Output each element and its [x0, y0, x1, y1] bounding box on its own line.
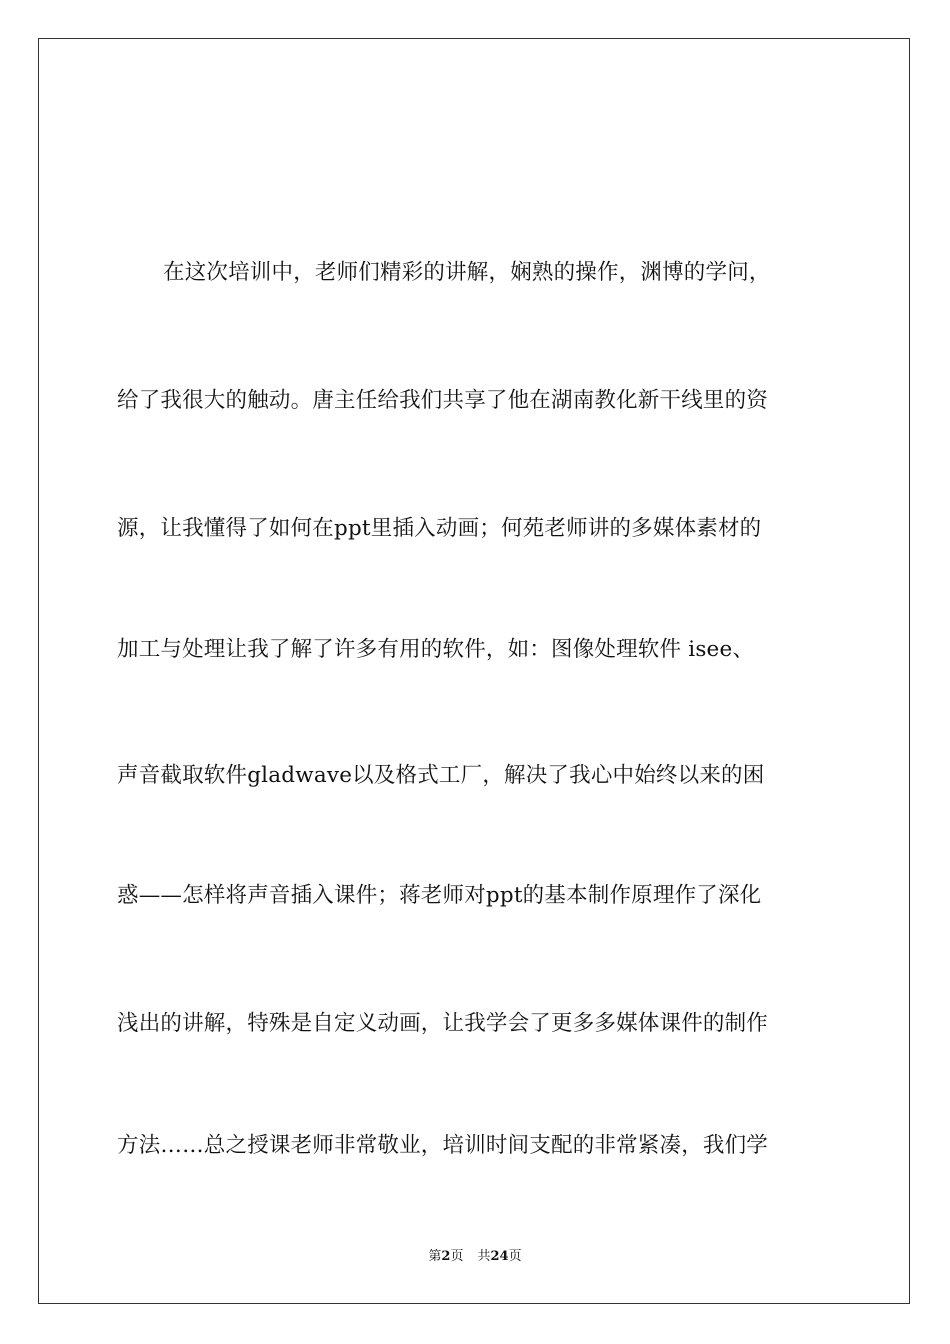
- total-prefix: 共: [477, 1249, 491, 1264]
- total-pages: 24: [490, 1249, 509, 1264]
- total-suffix: 页: [508, 1249, 522, 1264]
- page-footer: [0, 1248, 950, 1266]
- paragraph-line-4: 加工与处理让我了解了许多有用的软件，如：图像处理软件 isee、: [117, 637, 755, 662]
- paragraph-line-5: 声音截取软件gladwave以及格式工厂，解决了我心中始终以来的困: [117, 763, 765, 788]
- page-prefix: 第: [428, 1249, 442, 1264]
- page-suffix: 页: [450, 1249, 464, 1264]
- paragraph-line-7: 浅出的讲解，特殊是自定义动画，让我学会了更多多媒体课件的制作: [117, 1011, 769, 1036]
- page-border: [38, 38, 910, 1304]
- paragraph-line-2: 给了我很大的触动。唐主任给我们共享了他在湖南教化新干线里的资: [117, 388, 769, 413]
- paragraph-line-3: 源，让我懂得了如何在ppt里插入动画；何苑老师讲的多媒体素材的: [117, 516, 762, 541]
- paragraph-line-8: 方法……总之授课老师非常敬业，培训时间支配的非常紧凑，我们学: [117, 1133, 769, 1158]
- page-number: 2: [441, 1249, 451, 1264]
- paragraph-line-1: 在这次培训中，老师们精彩的讲解，娴熟的操作，渊博的学问，: [163, 260, 771, 285]
- paragraph-line-6: 惑——怎样将声音插入课件；蒋老师对ppt的基本制作原理作了深化: [117, 883, 762, 908]
